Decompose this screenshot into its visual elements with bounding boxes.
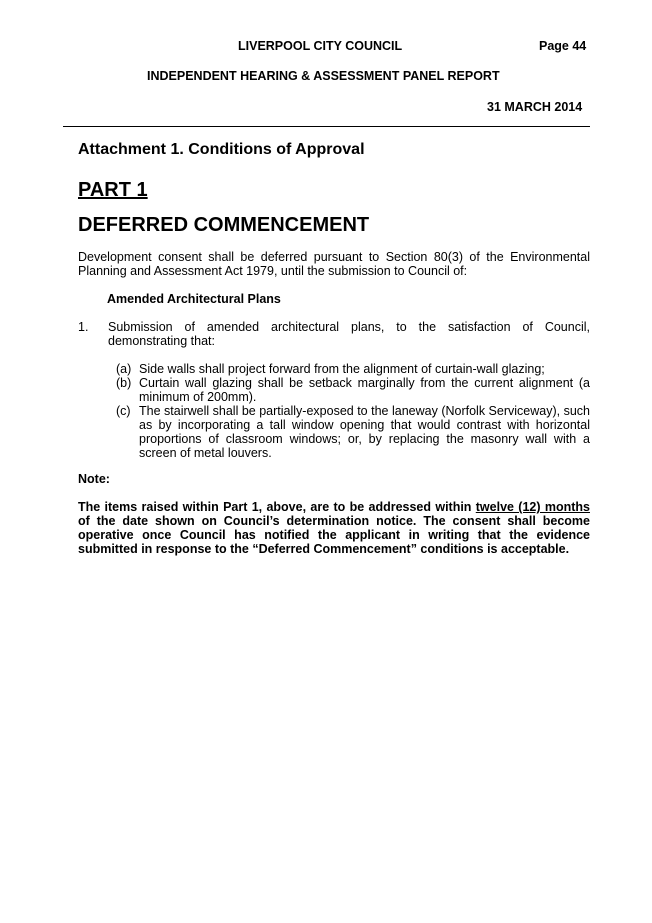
- note-text-after: of the date shown on Council’s determination notice. The consent shall become operative once Council has notified the applicant in writing that the evidence submitted in response to the “Deferred Commencement” conditions is acceptable.: [78, 514, 590, 556]
- part-title: PART 1: [78, 179, 148, 201]
- report-title: INDEPENDENT HEARING & ASSESSMENT PANEL REPORT: [147, 69, 500, 83]
- subitem-letter: (a): [116, 362, 132, 376]
- page-number: Page 44: [539, 39, 587, 53]
- subitem-letter: (c): [116, 404, 131, 418]
- intro-paragraph: Development consent shall be deferred pursuant to Section 80(3) of the Environmental Planning and Assessment Act 1979, until the submission to Council of:: [78, 250, 590, 278]
- subheading: Amended Architectural Plans: [107, 292, 281, 306]
- subitem-text: Curtain wall glazing shall be setback marginally from the current alignment (a minimum of 200mm).: [139, 376, 590, 404]
- note-text-before: The items raised within Part 1, above, are to be addressed within: [78, 500, 476, 514]
- item-number: 1.: [78, 320, 89, 334]
- subitem-text: Side walls shall project forward from the alignment of curtain-wall glazing;: [139, 362, 545, 376]
- note-deadline: twelve (12) months: [475, 500, 590, 514]
- attachment-title: Attachment 1. Conditions of Approval: [78, 141, 365, 158]
- subitem-letter: (b): [116, 376, 132, 390]
- note-label: Note:: [78, 472, 110, 486]
- item-text: Submission of amended architectural plans, to the satisfaction of Council, demonstrating that:: [108, 320, 590, 348]
- council-name: LIVERPOOL CITY COUNCIL: [238, 39, 403, 53]
- report-date: 31 MARCH 2014: [487, 100, 583, 114]
- note-paragraph: [78, 500, 590, 556]
- header-divider: [63, 126, 590, 127]
- subitem-text: The stairwell shall be partially-exposed to the laneway (Norfolk Serviceway), such as by incorporating a tall window opening that would contrast with horizontal proportions of classroom windows; or, by replacing the masonry wall with a screen of metal louvers.: [139, 404, 590, 460]
- section-title: DEFERRED COMMENCEMENT: [78, 214, 370, 236]
